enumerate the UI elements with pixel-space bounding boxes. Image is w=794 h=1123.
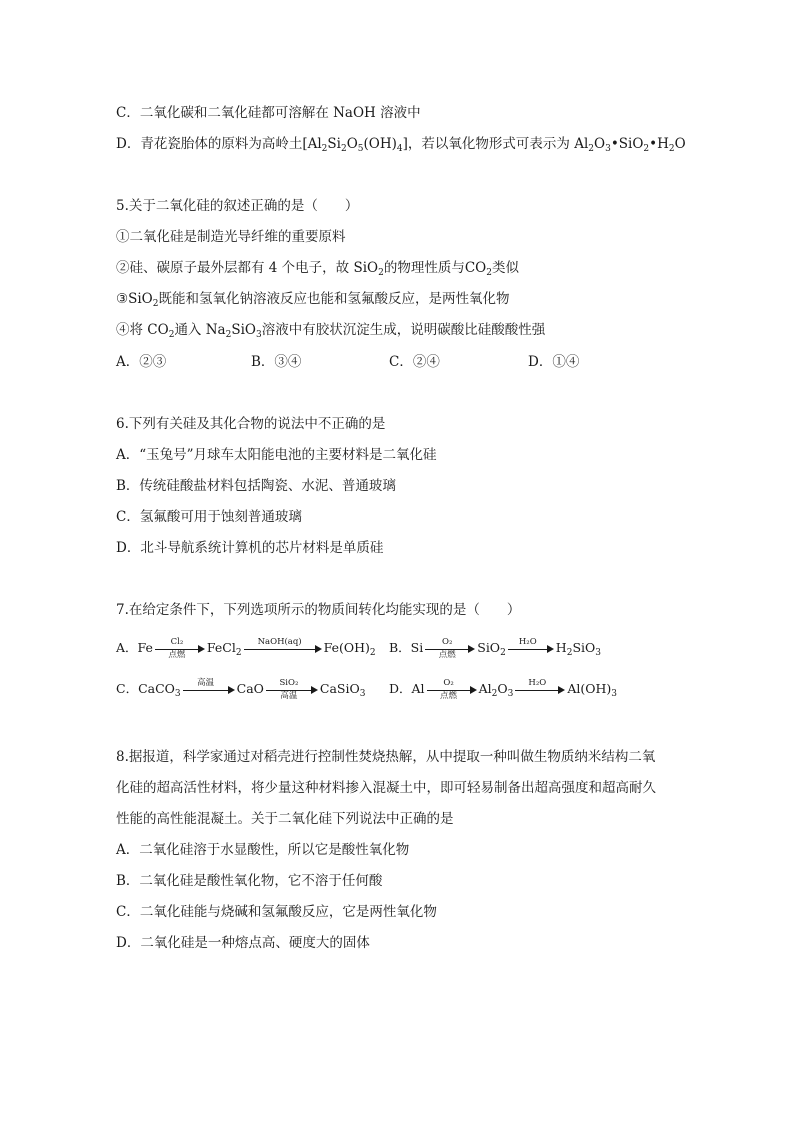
arrow-head-icon [468, 645, 475, 653]
q5-option-c[interactable]: C．②④ [389, 354, 440, 370]
intermediate: O [497, 681, 508, 696]
arrow-condition-bottom: 点燃 [440, 690, 458, 701]
sub: 2 [340, 144, 347, 154]
intermediate: CaO [236, 681, 264, 696]
q5-stem: 5.关于二氧化硅的叙述正确的是（ ） [116, 198, 359, 214]
arrow-head-icon [311, 686, 318, 694]
reaction-arrow [155, 636, 205, 660]
text: 既能和氢氧化钠溶液反应也能和氢氟酸反应，是两性氧化物 [158, 291, 510, 307]
arrow-shaft [183, 690, 229, 691]
sub: 2 [168, 330, 175, 340]
text: •SiO [610, 136, 644, 152]
arrow-condition-bottom: 点燃 [168, 649, 186, 660]
sub: 3 [507, 689, 514, 699]
q5-statement-2 [116, 258, 519, 278]
arrow-head-icon [315, 645, 322, 653]
q6-option-c[interactable]: C．氢氟酸可用于蚀刻普通玻璃 [116, 509, 302, 525]
arrow-head-icon [558, 686, 565, 694]
intermediate: FeCl [206, 640, 236, 655]
arrow-head-icon [547, 645, 554, 653]
reactant: B．Si [389, 640, 424, 655]
arrow-shaft [508, 649, 548, 650]
reaction-arrow [427, 677, 477, 701]
reaction-arrow [508, 636, 554, 659]
arrow-condition-top: 高温 [197, 677, 215, 688]
sub: 3 [255, 330, 262, 340]
sub: 2 [486, 268, 492, 278]
q5-statement-4 [116, 320, 545, 340]
q8-stem-line-3: 性能的高性能混凝土。关于二氧化硅下列说法中正确的是 [116, 811, 454, 827]
text: 的物理性质与CO [383, 260, 487, 276]
text: O [674, 136, 686, 152]
sub: 4 [396, 144, 403, 154]
arrow-condition-top: O₂ [443, 677, 454, 688]
q7-option-d[interactable] [389, 679, 617, 700]
product: H [555, 640, 567, 655]
text: Si [327, 136, 341, 152]
sub: 2 [668, 144, 675, 154]
reaction-arrow [244, 636, 322, 659]
text: SiO [231, 322, 256, 338]
arrow-condition-bottom: 点燃 [438, 649, 456, 660]
text: 类似 [491, 260, 519, 276]
sub: 2 [491, 689, 498, 699]
q5-option-a[interactable]: A．②③ [116, 354, 167, 370]
q8-stem-line-2: 化硅的超高活性材料，将少量这种材料掺入混凝土中，即可轻易制备出超高强度和超高耐久 [116, 780, 656, 796]
product: Al(OH) [567, 681, 612, 696]
q5-statement-1: ①二氧化硅是制造光导纤维的重要原料 [116, 229, 346, 245]
text: 溶液中有胶状沉淀生成，说明碳酸比硅酸酸性强 [261, 322, 546, 338]
option-d-prev [116, 134, 686, 154]
q6-option-a[interactable]: A．“玉兔号”月球车太阳能电池的主要材料是二氧化硅 [116, 447, 437, 463]
sub: 2 [321, 144, 328, 154]
sub: 3 [595, 648, 601, 658]
sub: 2 [235, 648, 242, 658]
q5-option-b[interactable]: B．③④ [251, 354, 302, 370]
q7-option-b[interactable] [389, 638, 601, 659]
text: ②硅、碳原子最外层都有 4 个电子，故 SiO [116, 260, 379, 276]
arrow-head-icon [228, 686, 235, 694]
text: ③SiO [116, 291, 153, 307]
arrow-head-icon [470, 686, 477, 694]
sub: 2 [566, 648, 573, 658]
sub: 3 [611, 689, 617, 699]
q8-stem-line-1: 8.据报道，科学家通过对稻壳进行控制性焚烧热解，从中提取一种叫做生物质纳米结构二氧 [116, 749, 656, 765]
text: O [346, 136, 358, 152]
q8-option-b[interactable]: B．二氧化硅是酸性氧化物，它不溶于任何酸 [116, 873, 383, 889]
sub: 2 [500, 648, 506, 658]
reactant: C．CaCO [116, 681, 175, 696]
intermediate: SiO [477, 640, 501, 655]
text: ④将 CO [116, 322, 169, 338]
sub: 2 [588, 144, 594, 154]
q6-stem: 6.下列有关硅及其化合物的说法中不正确的是 [116, 416, 386, 432]
reaction-arrow [183, 677, 235, 700]
sub: 2 [369, 648, 376, 658]
arrow-condition-top: NaOH(aq) [257, 636, 302, 647]
arrow-condition-top: Cl₂ [170, 636, 184, 647]
text: O [594, 136, 606, 152]
text: ]，若以氧化物形式可表示为 Al [402, 136, 589, 152]
intermediate: Al [478, 681, 492, 696]
q5-statement-3 [116, 289, 509, 309]
sub: 3 [359, 689, 366, 699]
arrow-condition-top: H₂O [518, 636, 537, 647]
sub: 2 [378, 268, 384, 278]
q6-option-b[interactable]: B．传统硅酸盐材料包括陶瓷、水泥、普通玻璃 [116, 478, 396, 494]
reaction-arrow [425, 636, 475, 660]
q7-stem: 7.在给定条件下，下列选项所示的物质间转化均能实现的是（ ） [116, 602, 521, 618]
arrow-shaft [244, 649, 316, 650]
sub: 3 [174, 689, 181, 699]
arrow-head-icon [198, 645, 205, 653]
q8-option-d[interactable]: D．二氧化硅是一种熔点高、硬度大的固体 [116, 935, 370, 951]
arrow-condition-top: H₂O [528, 677, 547, 688]
sub: 3 [605, 144, 611, 154]
text: D．青花瓷胎体的原料为高岭土[Al [116, 136, 322, 152]
text: •H [649, 136, 669, 152]
sub: 5 [357, 144, 364, 154]
sub: 2 [643, 144, 650, 154]
product: CaSiO [319, 681, 360, 696]
product: Fe(OH) [323, 640, 370, 655]
arrow-condition-bottom: 高温 [280, 690, 298, 701]
reactant: A．Fe [116, 640, 153, 655]
q5-option-d[interactable]: D．①④ [528, 354, 580, 370]
option-text: C．二氧化碳和二氧化硅都可溶解在 NaOH 溶液中 [116, 105, 421, 121]
q7-option-c[interactable] [116, 679, 365, 700]
q8-option-a[interactable]: A．二氧化硅溶于水显酸性，所以它是酸性氧化物 [116, 842, 410, 858]
sub: 2 [152, 299, 159, 309]
q8-option-c[interactable]: C．二氧化硅能与烧碱和氢氟酸反应，它是两性氧化物 [116, 904, 437, 920]
arrow-condition-top: SiO₂ [279, 677, 299, 688]
text: (OH) [363, 136, 397, 152]
arrow-condition-top: O₂ [442, 636, 453, 647]
reactant: D．Al [389, 681, 425, 696]
product: SiO [572, 640, 596, 655]
reaction-arrow [266, 677, 318, 701]
sub: 2 [225, 330, 232, 340]
q6-option-d[interactable]: D．北斗导航系统计算机的芯片材料是单质硅 [116, 540, 384, 556]
arrow-shaft [515, 690, 559, 691]
option-c-prev [116, 103, 421, 123]
text: 通入 Na [174, 322, 226, 338]
q7-option-a[interactable] [116, 638, 376, 659]
reaction-arrow [515, 677, 565, 700]
